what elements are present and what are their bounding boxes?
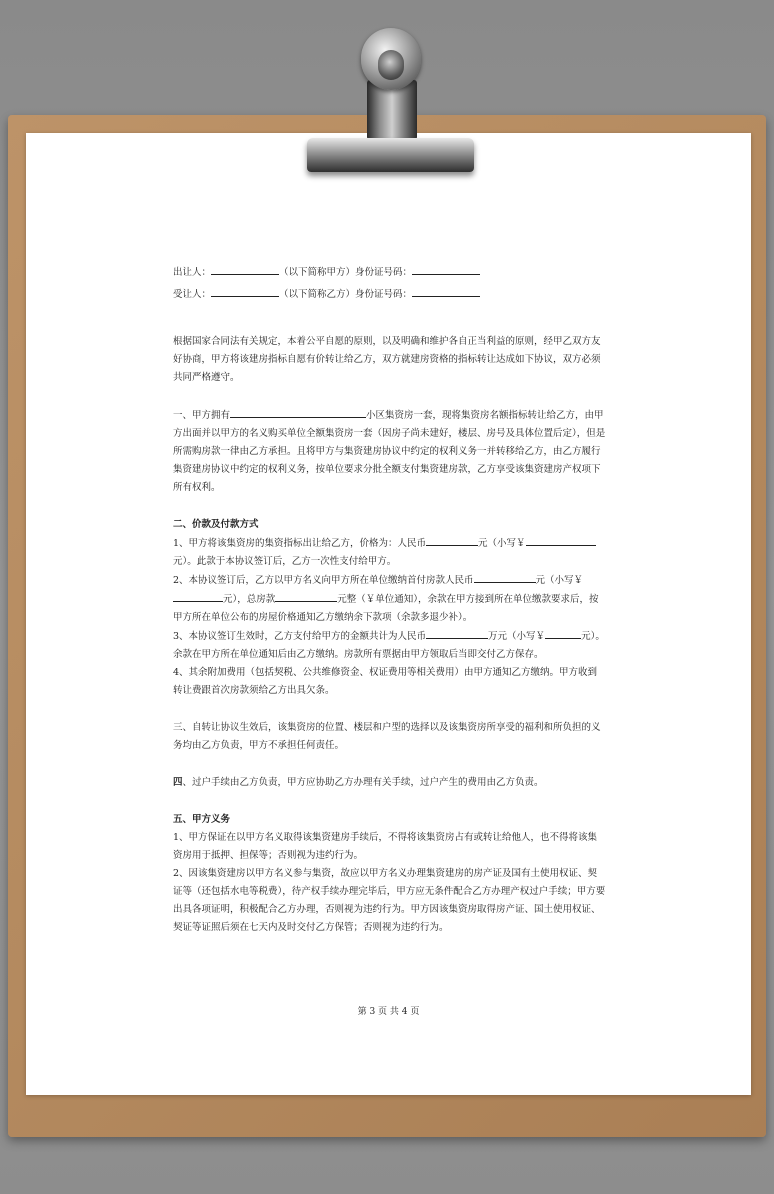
party-note: （以下简称乙方）身份证号码： bbox=[279, 289, 413, 300]
item-text: 万元（小写￥ bbox=[488, 631, 546, 642]
section-4-body: 、过户手续由乙方负责，甲方应协助乙方办理有关手续，过户产生的费用由乙方负责。 bbox=[182, 777, 544, 788]
intro-paragraph: 根据国家合同法有关规定，本着公平自愿的原则，以及明确和维护各自正当利益的原则，经甲乙双方友好协商，甲方将该建房指标自愿有价转让给乙方，双方就建房资格的指标转让达成如下协议，双方必须共同严格遵守。 bbox=[173, 336, 601, 383]
section-1 bbox=[173, 406, 606, 497]
party-label: 出让人： bbox=[173, 267, 212, 278]
item-text: 2、本协议签订后，乙方以甲方名义向甲方所在单位缴纳首付房款人民币 bbox=[173, 575, 474, 586]
section-2-title: 二、价款及付款方式 bbox=[173, 519, 259, 530]
name-blank bbox=[211, 263, 279, 275]
item-text: 3、本协议签订生效时，乙方支付给甲方的金额共计为人民币 bbox=[173, 631, 427, 642]
amount-blank bbox=[173, 590, 223, 602]
section-2-item-2 bbox=[173, 571, 606, 627]
amount-blank bbox=[474, 571, 536, 583]
party-label: 受让人： bbox=[173, 289, 212, 300]
item-text: 元（小写￥ bbox=[478, 538, 526, 549]
section-3: 三、自转让协议生效后，该集资房的位置、楼层和户型的选择以及该集资房所享受的福利和所负担的义务均由乙方负责，甲方不承担任何责任。 bbox=[173, 722, 601, 751]
section-5-item-1: 1、甲方保证在以甲方名义取得该集资建房手续后，不得将该集资房占有或转让给他人，也不得将该集资房用于抵押、担保等；否则视为违约行为。 bbox=[173, 832, 598, 861]
section-4-number: 四 bbox=[173, 777, 183, 788]
section-5-title: 五、甲方义务 bbox=[173, 814, 231, 825]
item-text: 元）。此款于本协议签订后，乙方一次性支付给甲方。 bbox=[173, 556, 397, 567]
party-seller bbox=[173, 263, 606, 285]
name-blank bbox=[211, 285, 279, 297]
party-buyer bbox=[173, 285, 606, 307]
agreement-document bbox=[173, 263, 606, 937]
amount-blank bbox=[426, 534, 478, 546]
section-1-lead: 一、甲方拥有 bbox=[173, 410, 231, 421]
id-blank bbox=[412, 263, 480, 275]
section-5-item-2: 2、因该集资建房以甲方名义参与集资，故应以甲方名义办理集资建房的房产证及国有土使用权证、契证等（还包括水电等税费），待产权手续办理完毕后，甲方应无条件配合乙方办理产权过户手续；甲方要出具各项证明，积极配合乙方办理，否则视为违约行为。甲方因该集资房取得房产证、国土使用权证、契证等证照后须在七天内及时交付乙方保管；否则视为违约行为。 bbox=[173, 868, 606, 933]
party-note: （以下简称甲方）身份证号码： bbox=[279, 267, 413, 278]
section-2-item-1 bbox=[173, 534, 606, 571]
item-text: 元（小写￥ bbox=[535, 575, 584, 586]
section-2-item-4: 4、其余附加费用（包括契税、公共维修资金、权证费用等相关费用）由甲方通知乙方缴纳。甲方收到转让费跟首次房款须给乙方出具欠条。 bbox=[173, 667, 598, 696]
clip-hole bbox=[378, 50, 404, 80]
section-2-item-3 bbox=[173, 627, 606, 664]
item-text: 1、甲方将该集资房的集资指标出让给乙方，价格为：人民币 bbox=[173, 538, 427, 549]
section-4 bbox=[173, 774, 606, 792]
item-text: 元整（￥单位通知），余款在甲方接到所在单位缴款要求后，按甲方所在单位公布的房屋价格通知乙方缴纳余下款项（余款多退少补）。 bbox=[173, 594, 599, 623]
amount-blank bbox=[545, 627, 581, 639]
id-blank bbox=[412, 285, 480, 297]
item-text: 元）。余款在甲方所在单位通知后由乙方缴纳。房款所有票据由甲方领取后当即交付乙方保存。 bbox=[173, 631, 605, 660]
amount-blank bbox=[426, 627, 488, 639]
section-1-body: 小区集资房一套，现将集资房名额指标转让给乙方，由甲方出面并以甲方的名义购买单位全额集资房一套（因房子尚未建好，楼层、房号及具体位置后定），但是所需购房款一律由乙方承担。且将甲方与集资建房协议中约定的权利义务一并转移给乙方，由乙方履行集资建房协议中约定的权利义务，按单位要求分批全额支付集资建房款，乙方享受该集资建房产权项下所有权利。 bbox=[173, 410, 606, 493]
estate-blank bbox=[230, 406, 366, 418]
amount-blank bbox=[526, 534, 596, 546]
binder-clip bbox=[307, 138, 474, 172]
page-number: 第 3 页 共 4 页 bbox=[357, 1007, 420, 1017]
amount-blank bbox=[275, 590, 337, 602]
item-text: 元），总房款 bbox=[223, 594, 276, 605]
